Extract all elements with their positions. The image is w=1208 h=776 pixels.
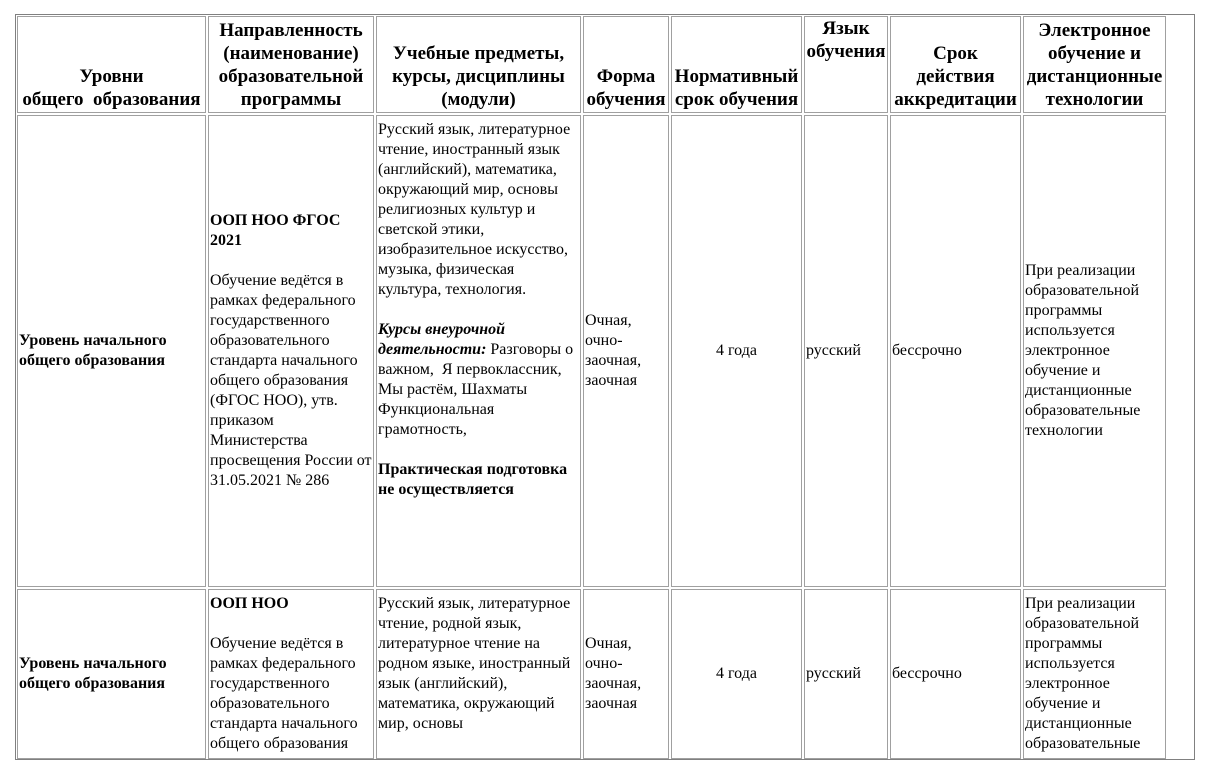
courses-list: Разговоры о важном, Я первоклассник, Мы растём, Шахматы Функциональная грамотность, [378,341,574,438]
practice-note: Практическая подготовка не осуществляется [378,461,568,498]
program-cell [208,115,374,587]
header-elearning: Электронное обучение и дистанционные технологии [1023,16,1166,113]
level-cell: Уровень начального общего образования [17,115,206,587]
language-cell: русский [804,115,888,587]
elearning-cell: При реализации образовательной программы используется электронное обучение и дистанционные образовательные технологии [1023,115,1166,587]
program-cell [208,589,374,759]
education-programs-table [15,14,1168,761]
level-cell: Уровень начального общего образования [17,589,206,759]
header-term: Нормативный срок обучения [671,16,802,113]
header-levels: Уровни общего образования [17,16,206,113]
accreditation-cell: бессрочно [890,589,1021,759]
subjects-list: Русский язык, литературное чтение, иностранный язык (английский), математика, окружающий мир, основы религиозных культур и светской этики, изобразительное искусство, музыка, физическая культура, технология. [378,121,571,298]
courses-label: Курсы внеурочной деятельности: [378,321,506,358]
header-language: Язык обучения [804,16,888,113]
program-description: Обучение ведётся в рамках федерального государственного образовательного стандарта начального общего образования (ФГОС НОО), утв. приказом Министерства просвещения России от 31.05.2021 № 286 [210,272,372,489]
subjects-list: Русский язык, литературное чтение, родной язык, литературное чтение на родном языке, иностранный язык (английский), математика, окружающий мир, основы [378,595,571,732]
program-title: ООП НОО [210,595,289,612]
form-cell: Очная, очно-заочная, заочная [583,589,669,759]
header-row [17,16,1166,113]
program-title: ООП НОО ФГОС 2021 [210,212,341,249]
accreditation-cell: бессрочно [890,115,1021,587]
subjects-cell [376,115,581,587]
form-cell: Очная, очно-заочная, заочная [583,115,669,587]
table-row [17,589,1166,759]
term-cell: 4 года [671,589,802,759]
header-accreditation: Срок действия аккредитации [890,16,1021,113]
elearning-cell: При реализации образовательной программы используется электронное обучение и дистанционные образовательные [1023,589,1166,759]
subjects-cell [376,589,581,759]
table-row [17,115,1166,587]
program-description: Обучение ведётся в рамках федерального государственного образовательного стандарта начального общего образования [210,635,358,752]
header-form: Форма обучения [583,16,669,113]
header-subjects: Учебные предметы, курсы, дисциплины (модули) [376,16,581,113]
language-cell: русский [804,589,888,759]
header-direction: Направленность (наименование) образовательной программы [208,16,374,113]
term-cell: 4 года [671,115,802,587]
